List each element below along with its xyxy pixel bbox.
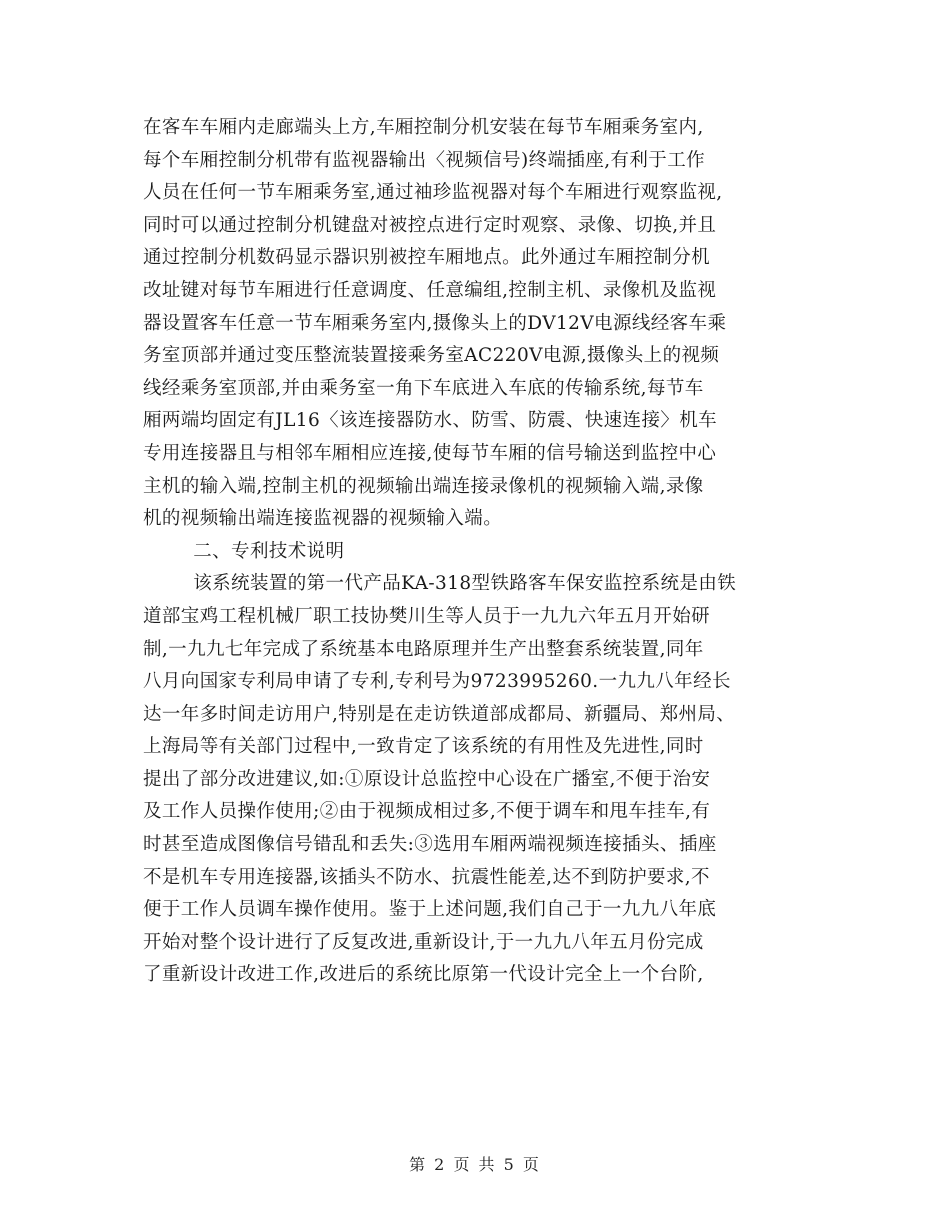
- text-line: 开始对整个设计进行了反复改进,重新设计,于一九九八年五月份完成: [143, 931, 704, 953]
- body-text: [143, 112, 823, 992]
- page-number-footer: 第 2 页 共 5 页: [409, 1155, 541, 1174]
- text-line: 每个车厢控制分机带有监视器输出〈视频信号)终端插座,有利于工作: [143, 149, 706, 171]
- text-line: 同时可以通过控制分机键盘对被控点进行定时观察、录像、切换,并且: [143, 214, 717, 236]
- text-line: 通过控制分机数码显示器识别被控车厢地点。此外通过车厢控制分机: [143, 247, 711, 269]
- text-line: 不是机车专用连接器,该插头不防水、抗震性能差,达不到防护要求,不: [143, 866, 710, 888]
- text-line: 达一年多时间走访用户,特别是在走访铁道部成都局、新疆局、郑州局、: [143, 703, 736, 725]
- text-line: 及工作人员操作使用;②由于视频成相过多,不便于调车和甩车挂车,有: [143, 801, 711, 823]
- text-line: 上海局等有关部门过程中,一致肯定了该系统的有用性及先进性,同时: [143, 736, 704, 758]
- text-line: 提出了部分改进建议,如:①原设计总监控中心设在广播室,不便于治安: [143, 768, 711, 790]
- text-line: 器设置客车任意一节车厢乘务室内,摄像头上的DV12V电源线经客车乘: [143, 312, 727, 334]
- text-line: 了重新设计改进工作,改进后的系统比原第一代设计完全上一个台阶,: [143, 964, 704, 986]
- text-line: 线经乘务室顶部,并由乘务室一角下车底进入车底的传输系统,每节车: [143, 377, 704, 399]
- text-line: 专用连接器且与相邻车厢相应连接,使每节车厢的信号输送到监控中心: [143, 442, 717, 464]
- text-line: 人员在任何一节车厢乘务室,通过袖珍监视器对每个车厢进行观察监视,: [143, 182, 723, 204]
- text-line: 主机的输入端,控制主机的视频输出端连接录像机的视频输入端,录像: [143, 475, 704, 497]
- text-line: 时甚至造成图像信号错乱和丢失:③选用车厢两端视频连接插头、插座: [143, 834, 717, 856]
- text-line: 在客车车厢内走廊端头上方,车厢控制分机安装在每节车厢乘务室内,: [143, 117, 704, 138]
- text-line: 道部宝鸡工程机械厂职工技协樊川生等人员于一九九六年五月开始研: [143, 605, 711, 627]
- section-heading: 二、专利技术说明: [143, 540, 345, 562]
- text-line: 八月向国家专利局申请了专利,专利号为9723995260.一九九八年经长: [143, 671, 731, 693]
- text-line: 厢两端均固定有JL16〈该连接器防水、防雪、防震、快速连接〉机车: [143, 410, 718, 432]
- text-line: 务室顶部并通过变压整流装置接乘务室AC220V电源,摄像头上的视频: [143, 345, 720, 367]
- text-line: 改址键对每节车厢进行任意调度、任意编组,控制主机、录像机及监视: [143, 279, 717, 301]
- text-line: 该系统装置的第一代产品KA-318型铁路客车保安监控系统是由铁: [143, 573, 737, 595]
- text-line: 机的视频输出端连接监视器的视频输入端。: [143, 508, 503, 530]
- text-line: 便于工作人员调车操作使用。鉴于上述问题,我们自己于一九九八年底: [143, 899, 717, 921]
- text-line: 制,一九九七年完成了系统基本电路原理并生产出整套系统装置,同年: [143, 638, 704, 660]
